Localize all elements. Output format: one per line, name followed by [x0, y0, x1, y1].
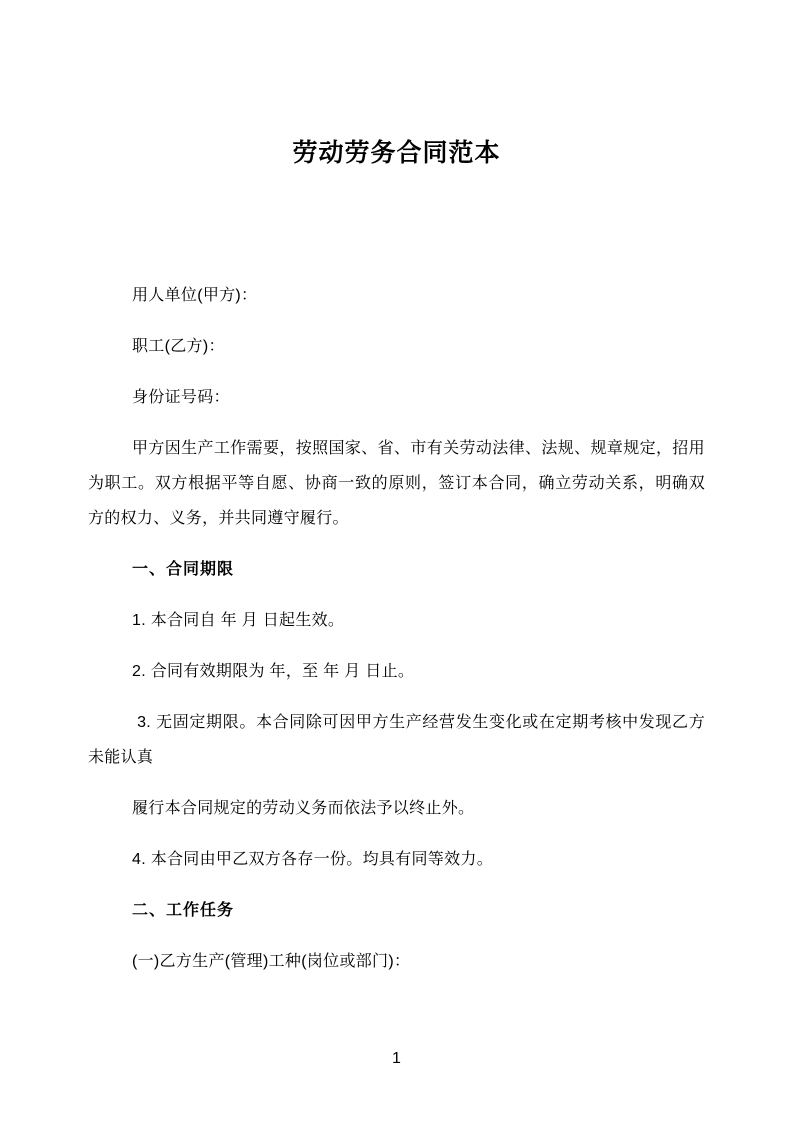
clause-1-2: 2. 合同有效期限为 年，至 年 月 日止。 [132, 663, 415, 680]
page-number: 1 [392, 1050, 401, 1067]
employer-label: 用人单位(甲方)： [132, 287, 258, 304]
intro-paragraph: 甲方因生产工作需要，按照国家、省、市有关劳动法律、法规、规章规定，招用为职工。双方根据平等自愿、协商一致的原则，签订本合同，确立劳动关系，明确双方的权力、义务，并共同遵守履行。 [88, 440, 705, 527]
clause-1-4: 4. 本合同由甲乙双方各存一份。均具有同等效力。 [132, 851, 493, 868]
clause-1-3: 3. 无固定期限。本合同除可因甲方生产经营发生变化或在定期考核中发现乙方未能认真 [88, 714, 705, 766]
employee-label: 职工(乙方)： [132, 338, 225, 355]
clause-1-1: 1. 本合同自 年 月 日起生效。 [132, 612, 345, 629]
section-2-heading: 二、工作任务 [132, 902, 235, 919]
clause-2-1: (一)乙方生产(管理)工种(岗位或部门)： [132, 953, 411, 970]
section-1-heading: 一、合同期限 [132, 561, 235, 578]
document-title: 劳动劳务合同范本 [292, 139, 501, 167]
id-number-label: 身份证号码： [132, 389, 230, 406]
clause-1-3-continued: 履行本合同规定的劳动义务而依法予以终止外。 [132, 800, 475, 817]
